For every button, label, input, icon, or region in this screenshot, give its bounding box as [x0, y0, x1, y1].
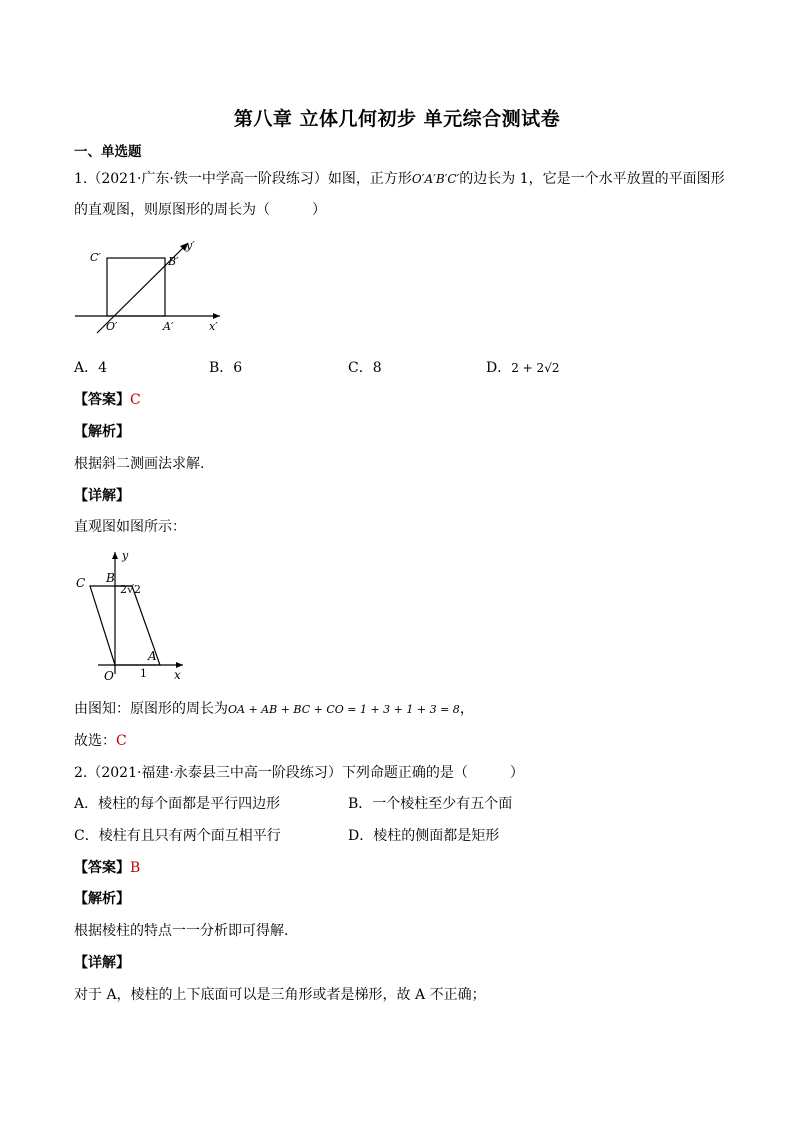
q1-stem-line2: 的直观图，则原图形的周长为（ ）	[74, 202, 326, 218]
q1-analysis: 根据斜二测画法求解.	[74, 456, 205, 472]
q1-conclusion-end: ，	[459, 701, 474, 717]
q2-option-d: D．棱柱的侧面都是矩形	[348, 828, 500, 844]
q1-option-d	[486, 357, 559, 377]
q1-choose	[74, 730, 127, 750]
label-o2: O	[104, 669, 114, 683]
label-x2: x	[174, 668, 181, 682]
q1-answer: C	[130, 392, 141, 408]
q1-option-d-label: D．	[486, 360, 512, 376]
q2-answer: B	[130, 860, 141, 876]
label-o: O′	[106, 320, 118, 333]
label-a2: A	[148, 649, 157, 663]
q1-analysis-tag: 【解析】	[74, 424, 130, 440]
label-len: 2√2	[120, 583, 142, 596]
q1-answer-line	[74, 389, 141, 409]
q1-option-b: B．6	[209, 360, 243, 376]
q2-stem: 2.（2021·福建·永泰县三中高一阶段练习）下列命题正确的是（ ）	[74, 765, 524, 781]
q1-choose-answer: C	[116, 733, 127, 749]
q1-stem-text: 1.（2021·广东·铁一中学高一阶段练习）如图，正方形	[74, 171, 412, 187]
q1-stem-line1	[74, 168, 725, 188]
q1-option-c: C．8	[348, 360, 382, 376]
label-one: 1	[140, 667, 147, 680]
q2-detail-line1: 对于 A，棱柱的上下底面可以是三角形或者是梯形，故 A 不正确；	[74, 987, 486, 1003]
section-heading: 一、单选题	[74, 144, 142, 160]
q2-option-a: A．棱柱的每个面都是平行四边形	[74, 796, 281, 812]
square-oabc	[107, 258, 165, 316]
q1-conclusion	[74, 698, 474, 718]
label-y: y′	[186, 239, 195, 252]
x-arrow	[213, 313, 220, 319]
label-x: x′	[209, 320, 218, 333]
q2-analysis: 根据棱柱的特点一一分析即可得解.	[74, 923, 289, 939]
label-y2: y	[122, 549, 129, 562]
label-b: B′	[168, 255, 179, 268]
q1-option-d-math: 2 + 2√2	[511, 361, 560, 375]
q1-option-a: A．4	[74, 360, 108, 376]
label-c: C′	[90, 251, 101, 264]
q1-conclusion-text: 由图知：原图形的周长为	[74, 701, 228, 717]
q1-detail-tag: 【详解】	[74, 488, 130, 504]
q2-detail-tag: 【详解】	[74, 955, 130, 971]
q1-detail-line1: 直观图如图所示：	[74, 519, 186, 535]
answer-tag: 【答案】	[74, 392, 130, 408]
label-c2: C	[76, 576, 86, 590]
q2-option-c: C．棱柱有且只有两个面互相平行	[74, 828, 281, 844]
label-b2: B	[106, 571, 115, 585]
page-title: 第八章 立体几何初步 单元综合测试卷	[233, 108, 561, 130]
q2-analysis-tag: 【解析】	[74, 891, 130, 907]
q1-conclusion-math: OA + AB + BC + CO = 1 + 3 + 1 + 3 = 8	[228, 703, 460, 716]
label-a: A′	[163, 320, 174, 333]
q1-figure-original	[70, 546, 195, 686]
q1-choose-text: 故选：	[74, 733, 116, 749]
answer-tag: 【答案】	[74, 860, 130, 876]
q1-figure-intuitive	[70, 232, 230, 342]
q1-stem-text-end: 的边长为 1，它是一个水平放置的平面图形	[459, 171, 725, 187]
q2-answer-line	[74, 857, 140, 877]
q1-stem-math: O′A′B′C′	[411, 172, 460, 186]
q2-option-b: B．一个棱柱至少有五个面	[348, 796, 513, 812]
